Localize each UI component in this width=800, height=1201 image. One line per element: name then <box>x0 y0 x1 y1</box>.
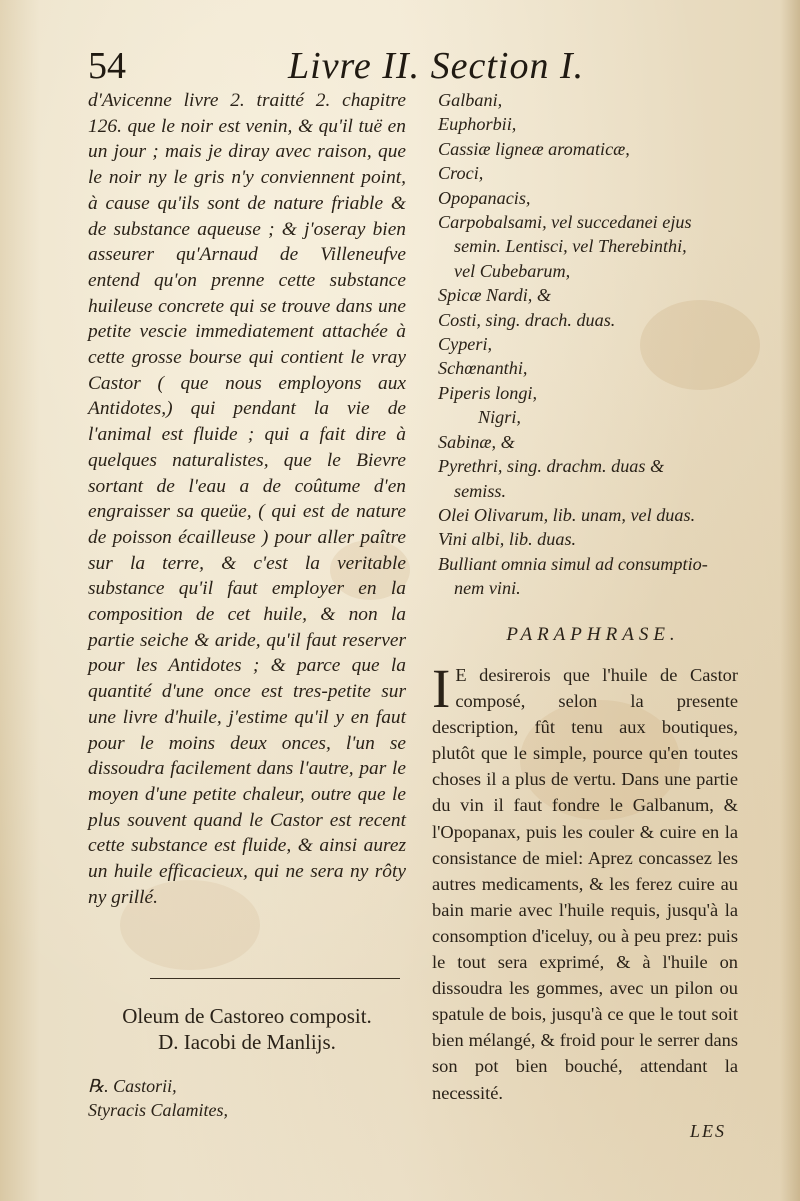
ingredient-line: Croci, <box>438 163 484 184</box>
running-title: Livre II. Section I. <box>288 45 585 87</box>
recipe-ingredients-start <box>88 1074 406 1122</box>
ingredient-line: Carpobalsami, vel succedanei ejus <box>438 212 692 233</box>
catchword: LES <box>690 1121 727 1141</box>
ingredient-line: Galbani, <box>438 90 503 110</box>
ingredient-line: Nigri, <box>478 407 521 428</box>
ingredient-line: Vini albi, lib. duas. <box>438 529 577 550</box>
recipe-title <box>88 1003 406 1055</box>
ingredient-line: vel Cubebarum, <box>454 260 571 281</box>
ingredient-line: ℞. Castorii, <box>88 1076 177 1096</box>
left-column-text: d'Avicenne livre 2. traitté 2. chapitre 126. que le noir est venin, & qu'il tuë en un jour ; mais je diray avec raison, que le noir ny le gris n'y conviennent point, à cause qu'ils sont de nature friable & de substance aqueuse ; & j'oseray bien asseurer qu'Arnaud de Villeneufve entend qu'on prenne cette substance huileuse concrete qui se trouve dans une petite vescie immediatement attachée à cette grosse bourse qui contient le vray Castor ( que nous employons aux Antidotes,) qui pendant la vie de l'animal est fluide ; qui a fait dire à quelques naturalistes, que le Bievre sortant de l'eau a de coûtume d'en engraisser sa queüe, ( qui est de nature de poisson écailleuse ) pour aller paître sur la terre, & c'est la veritable substance qu'il faut employer en la composition de cet huile, & non la partie seiche & aride, qu'il faut reserver pour les Antidotes ; & parce que la quantité d'une once est tres-petite sur une livre d'huile, j'estime qu'il y en faut pour le moins deux onces, l'un se dissoudra facilement dans l'autre, par le moyen d'une petite chaleur, outre que le plus souvent quand le Castor est recent cette substance est fluide, & ainsi aurez un huile efficacieux, qui ne sera ny rôty ny grillé. <box>88 90 406 908</box>
ingredient-line: Euphorbii, <box>438 114 517 135</box>
recipe-ingredients <box>438 88 748 601</box>
drop-cap: I <box>432 658 451 719</box>
section-divider <box>150 978 400 979</box>
ingredient-line: Piperis longi, <box>438 382 538 403</box>
ingredient-line: Schœnanthi, <box>438 358 528 379</box>
paraphrase-body <box>432 658 738 1106</box>
paraphrase-text: E desirerois que l'huile de Castor composé, selon la presente description, fût tenu aux boutiques, plutôt que le simple, pource qu'en toutes choses il a plus de vertu. Dans une partie du vin il faut fondre le Galbanum, & l'Opopanax, puis les couler & cuire en la consistance de miel: Aprez concassez les autres medicaments, & les ferez cuire au bain marie avec l'huile requis, jusqu'à la consomption d'iceluy, ou à peu prez: puis le tout sera exprimé, & à l'huile on dissoudra les gommes, avec un pilon ou spatule de bois, jusqu'à ce que le tout soit bien mélangé, & froid pour le serrer dans son pot bien bouché, attendant la necessité. <box>432 665 738 1103</box>
page-header <box>88 44 728 92</box>
ingredient-line: Cassiæ ligneæ aromaticæ, <box>438 138 630 159</box>
ingredient-line: Pyrethri, sing. drachm. duas & <box>438 456 665 477</box>
recipe-title-line: Oleum de Castoreo composit. <box>122 1004 372 1028</box>
ingredient-line: Olei Olivarum, lib. unam, vel duas. <box>438 504 696 525</box>
ingredient-line: Bulliant omnia simul ad consumptio- <box>438 553 708 574</box>
ingredient-line: Cyperi, <box>438 334 493 355</box>
left-column <box>88 88 406 911</box>
ingredient-line: nem vini. <box>454 578 521 599</box>
ingredient-line: Costi, sing. drach. duas. <box>438 309 616 330</box>
recipe-author-line: D. Iacobi de Manlijs. <box>158 1030 336 1054</box>
ingredient-line: Spicæ Nardi, & <box>438 285 552 306</box>
ingredient-line: Sabinæ, & <box>438 431 515 452</box>
ingredient-line: Styracis Calamites, <box>88 1100 228 1120</box>
ingredient-line: semin. Lentisci, vel Therebinthi, <box>454 236 687 257</box>
ingredient-line: semiss. <box>454 480 507 501</box>
paraphrase-heading: PARAPHRASE. <box>506 624 680 645</box>
ingredient-line: Opopanacis, <box>438 187 531 208</box>
page-number: 54 <box>88 45 126 87</box>
